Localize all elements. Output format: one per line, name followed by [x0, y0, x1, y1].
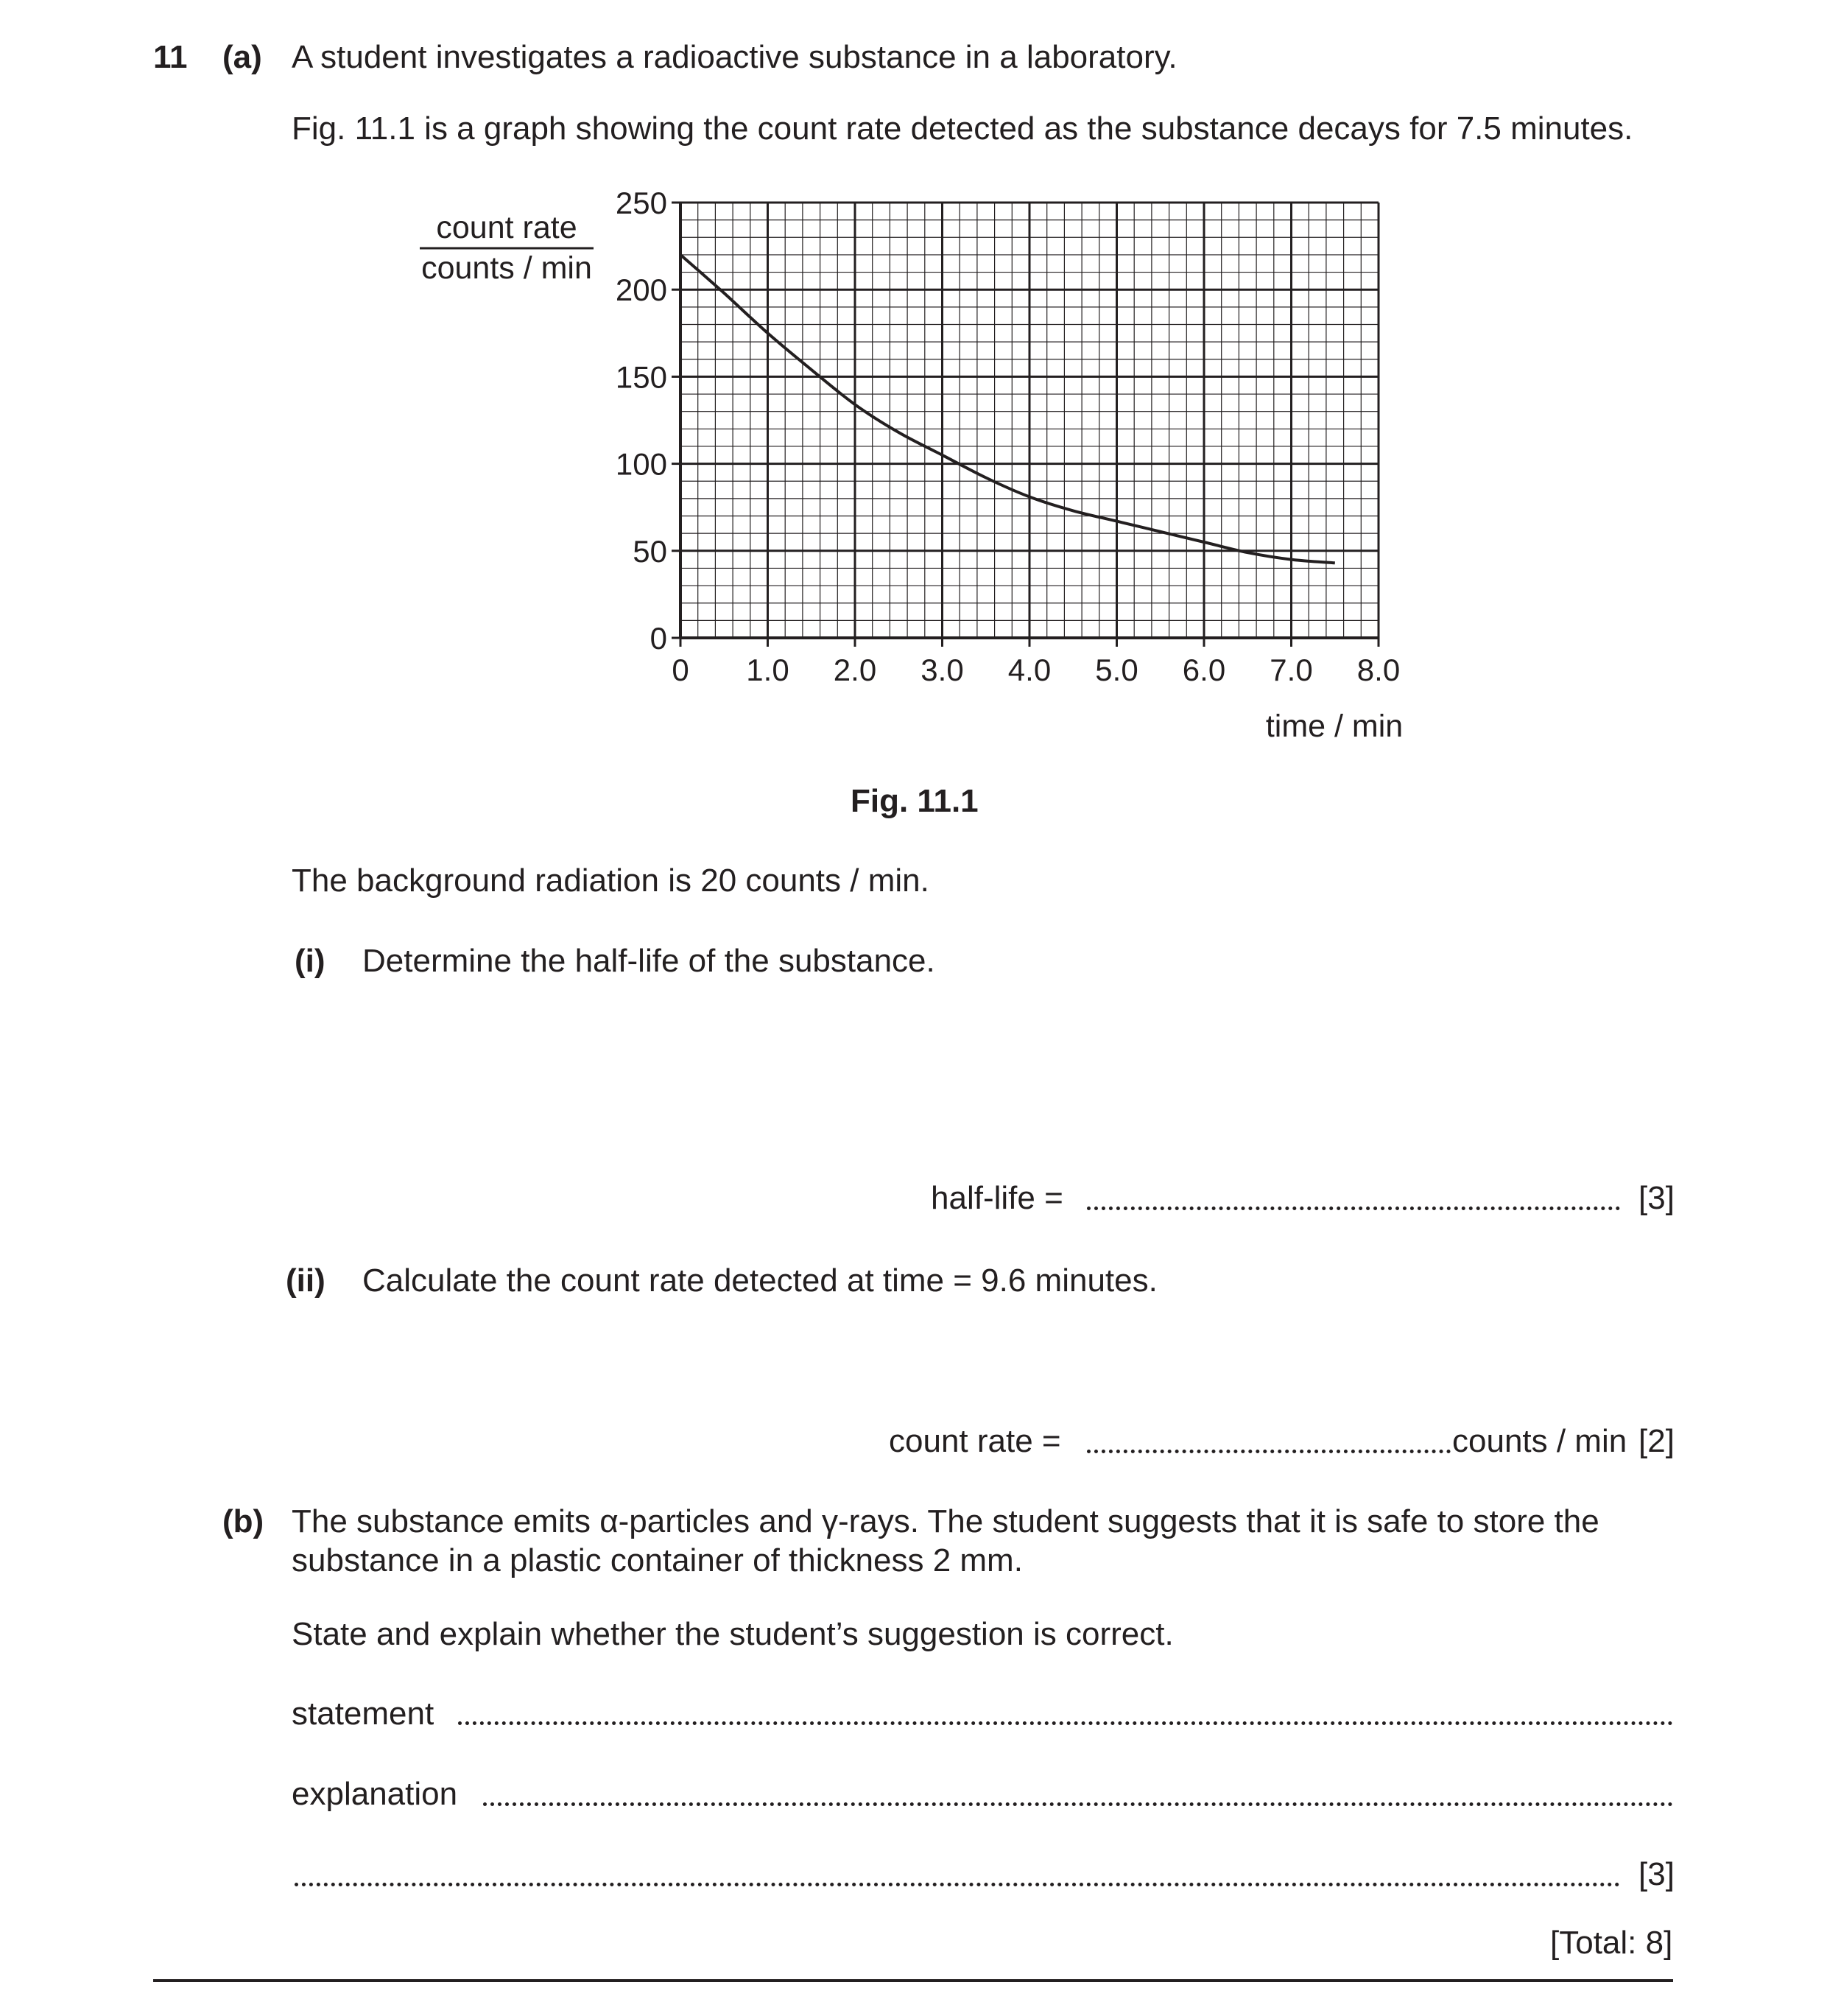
y-tick-label: 100: [615, 446, 667, 482]
graph-axes: [672, 203, 1379, 647]
y-axis-label-numerator: count rate: [436, 210, 577, 245]
x-tick-label: 5.0: [1095, 653, 1138, 687]
x-axis-label: time / min: [1265, 709, 1404, 744]
x-tick-label: 6.0: [1182, 653, 1226, 687]
part-ii-label: (ii): [286, 1262, 325, 1299]
y-tick-label: 150: [615, 359, 667, 395]
half-life-label: half-life =: [931, 1180, 1063, 1216]
part-b-label: (b): [222, 1503, 264, 1539]
y-tick-label: 50: [633, 533, 667, 569]
bottom-rule: [153, 1979, 1673, 1982]
explanation-answer-line-2[interactable]: [295, 1883, 1620, 1886]
tick-labels: [616, 186, 1400, 687]
part-b-instruction: State and explain whether the student’s suggestion is correct.: [292, 1616, 1174, 1652]
y-axis-label-denominator: counts / min: [421, 250, 592, 286]
x-tick-label: 7.0: [1270, 653, 1313, 687]
statement-label: statement: [292, 1696, 434, 1732]
question-number: 11: [153, 39, 188, 75]
part-ii-text: Calculate the count rate detected at time = 9.6 minutes.: [362, 1262, 1158, 1299]
x-tick-label: 0: [672, 653, 689, 687]
part-i-text: Determine the half-life of the substance.: [362, 943, 935, 979]
part-b-line-1: The substance emits α-particles and γ-rays. The student suggests that it is safe to store the: [292, 1503, 1599, 1539]
explanation-answer-line-1[interactable]: [483, 1802, 1673, 1806]
x-tick-label: 1.0: [746, 653, 789, 687]
half-life-answer-line[interactable]: [1087, 1207, 1620, 1210]
background-radiation-text: The background radiation is 20 counts / min.: [292, 863, 929, 899]
count-rate-label: count rate =: [889, 1423, 1061, 1459]
part-b-line-2: substance in a plastic container of thickness 2 mm.: [292, 1542, 1023, 1578]
explanation-label: explanation: [292, 1776, 458, 1812]
statement-answer-line[interactable]: [458, 1721, 1673, 1725]
part-i-label: (i): [295, 943, 325, 979]
y-tick-label: 0: [650, 621, 667, 656]
x-tick-label: 8.0: [1356, 653, 1401, 687]
y-tick-label: 250: [615, 186, 667, 220]
part-a-label: (a): [222, 39, 262, 75]
x-tick-label: 2.0: [833, 653, 877, 687]
count-rate-answer-line[interactable]: [1087, 1450, 1451, 1453]
figure-intro-text: Fig. 11.1 is a graph showing the count rate detected as the substance decays for 7.5 minutes.: [292, 110, 1633, 147]
part-i-marks: [3]: [1638, 1180, 1675, 1216]
x-tick-label: 4.0: [1007, 653, 1052, 687]
count-rate-curve: [680, 255, 1335, 563]
figure-caption: Fig. 11.1: [851, 783, 979, 819]
intro-text: A student investigates a radioactive substance in a laboratory.: [292, 39, 1177, 75]
part-b-marks: [3]: [1638, 1856, 1675, 1892]
count-rate-unit: counts / min: [1452, 1423, 1627, 1459]
total-marks: [Total: 8]: [1550, 1925, 1673, 1961]
decay-graph: [0, 0, 1827, 810]
y-tick-label: 200: [615, 273, 667, 308]
part-ii-marks: [2]: [1638, 1423, 1675, 1459]
x-tick-label: 3.0: [920, 653, 964, 687]
graph-grid: [680, 203, 1379, 638]
